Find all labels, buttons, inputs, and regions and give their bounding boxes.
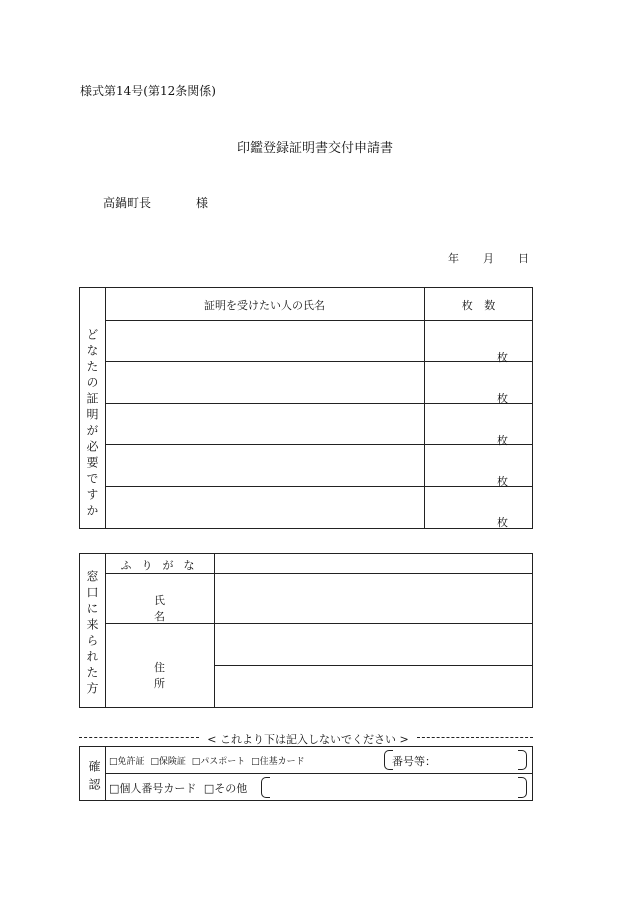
address-input-line2[interactable]	[215, 666, 532, 707]
bracket-close	[518, 777, 527, 798]
number-label: 番号等：	[392, 755, 436, 768]
dashed-line-right	[417, 737, 533, 738]
name-input-row[interactable]	[106, 404, 423, 443]
furigana-label: ふりがな	[120, 559, 205, 572]
col-header-count: 枚 数	[461, 299, 496, 312]
count-input-row[interactable]	[425, 404, 532, 443]
count-input-row[interactable]	[425, 362, 532, 402]
other-id-input[interactable]	[270, 779, 518, 795]
other-id-options[interactable]: □個人番号カード □その他	[109, 782, 248, 795]
count-unit: 枚	[497, 475, 508, 488]
name-input-row[interactable]	[106, 487, 423, 528]
date-day-label: 日	[518, 252, 529, 265]
form-number: 様式第14号(第12条関係)	[80, 84, 216, 98]
count-input-row[interactable]	[425, 321, 532, 361]
address-label: 住所	[154, 661, 195, 690]
id-document-options[interactable]: □免許証 □保険証 □パスポート □住基カード	[109, 757, 305, 767]
count-unit: 枚	[497, 516, 508, 529]
count-input-row[interactable]	[425, 487, 532, 528]
furigana-input[interactable]	[215, 554, 532, 572]
col-header-name: 証明を受けたい人の氏名	[204, 299, 325, 312]
name-label: 氏名	[154, 594, 195, 623]
confirm-label: 確認	[87, 760, 101, 796]
document-title: 印鑑登録証明書交付申請書	[236, 141, 393, 156]
count-unit: 枚	[497, 351, 508, 364]
bracket-open	[261, 777, 270, 798]
date-year-label: 年	[448, 252, 459, 265]
count-unit: 枚	[497, 392, 508, 405]
name-input[interactable]	[215, 574, 532, 622]
addressee-honorific: 様	[196, 196, 209, 210]
addressee-office: 高鍋町長	[103, 196, 152, 210]
date-month-label: 月	[483, 252, 494, 265]
name-input-row[interactable]	[106, 445, 423, 485]
name-input-row[interactable]	[106, 321, 423, 361]
office-use-notice: < これより下は記入しないでください >	[199, 731, 417, 747]
address-input-line1[interactable]	[215, 624, 532, 664]
name-input-row[interactable]	[106, 362, 423, 402]
divider	[105, 773, 533, 774]
count-unit: 枚	[497, 434, 508, 447]
count-input-row[interactable]	[425, 445, 532, 485]
id-number-input[interactable]	[440, 754, 518, 770]
dashed-line-left	[79, 737, 199, 738]
section2-vertical-label: 窓口に来られた方	[85, 570, 99, 698]
bracket-close	[518, 750, 527, 770]
section1-vertical-label: どなたの証明が必要ですか	[85, 328, 99, 520]
